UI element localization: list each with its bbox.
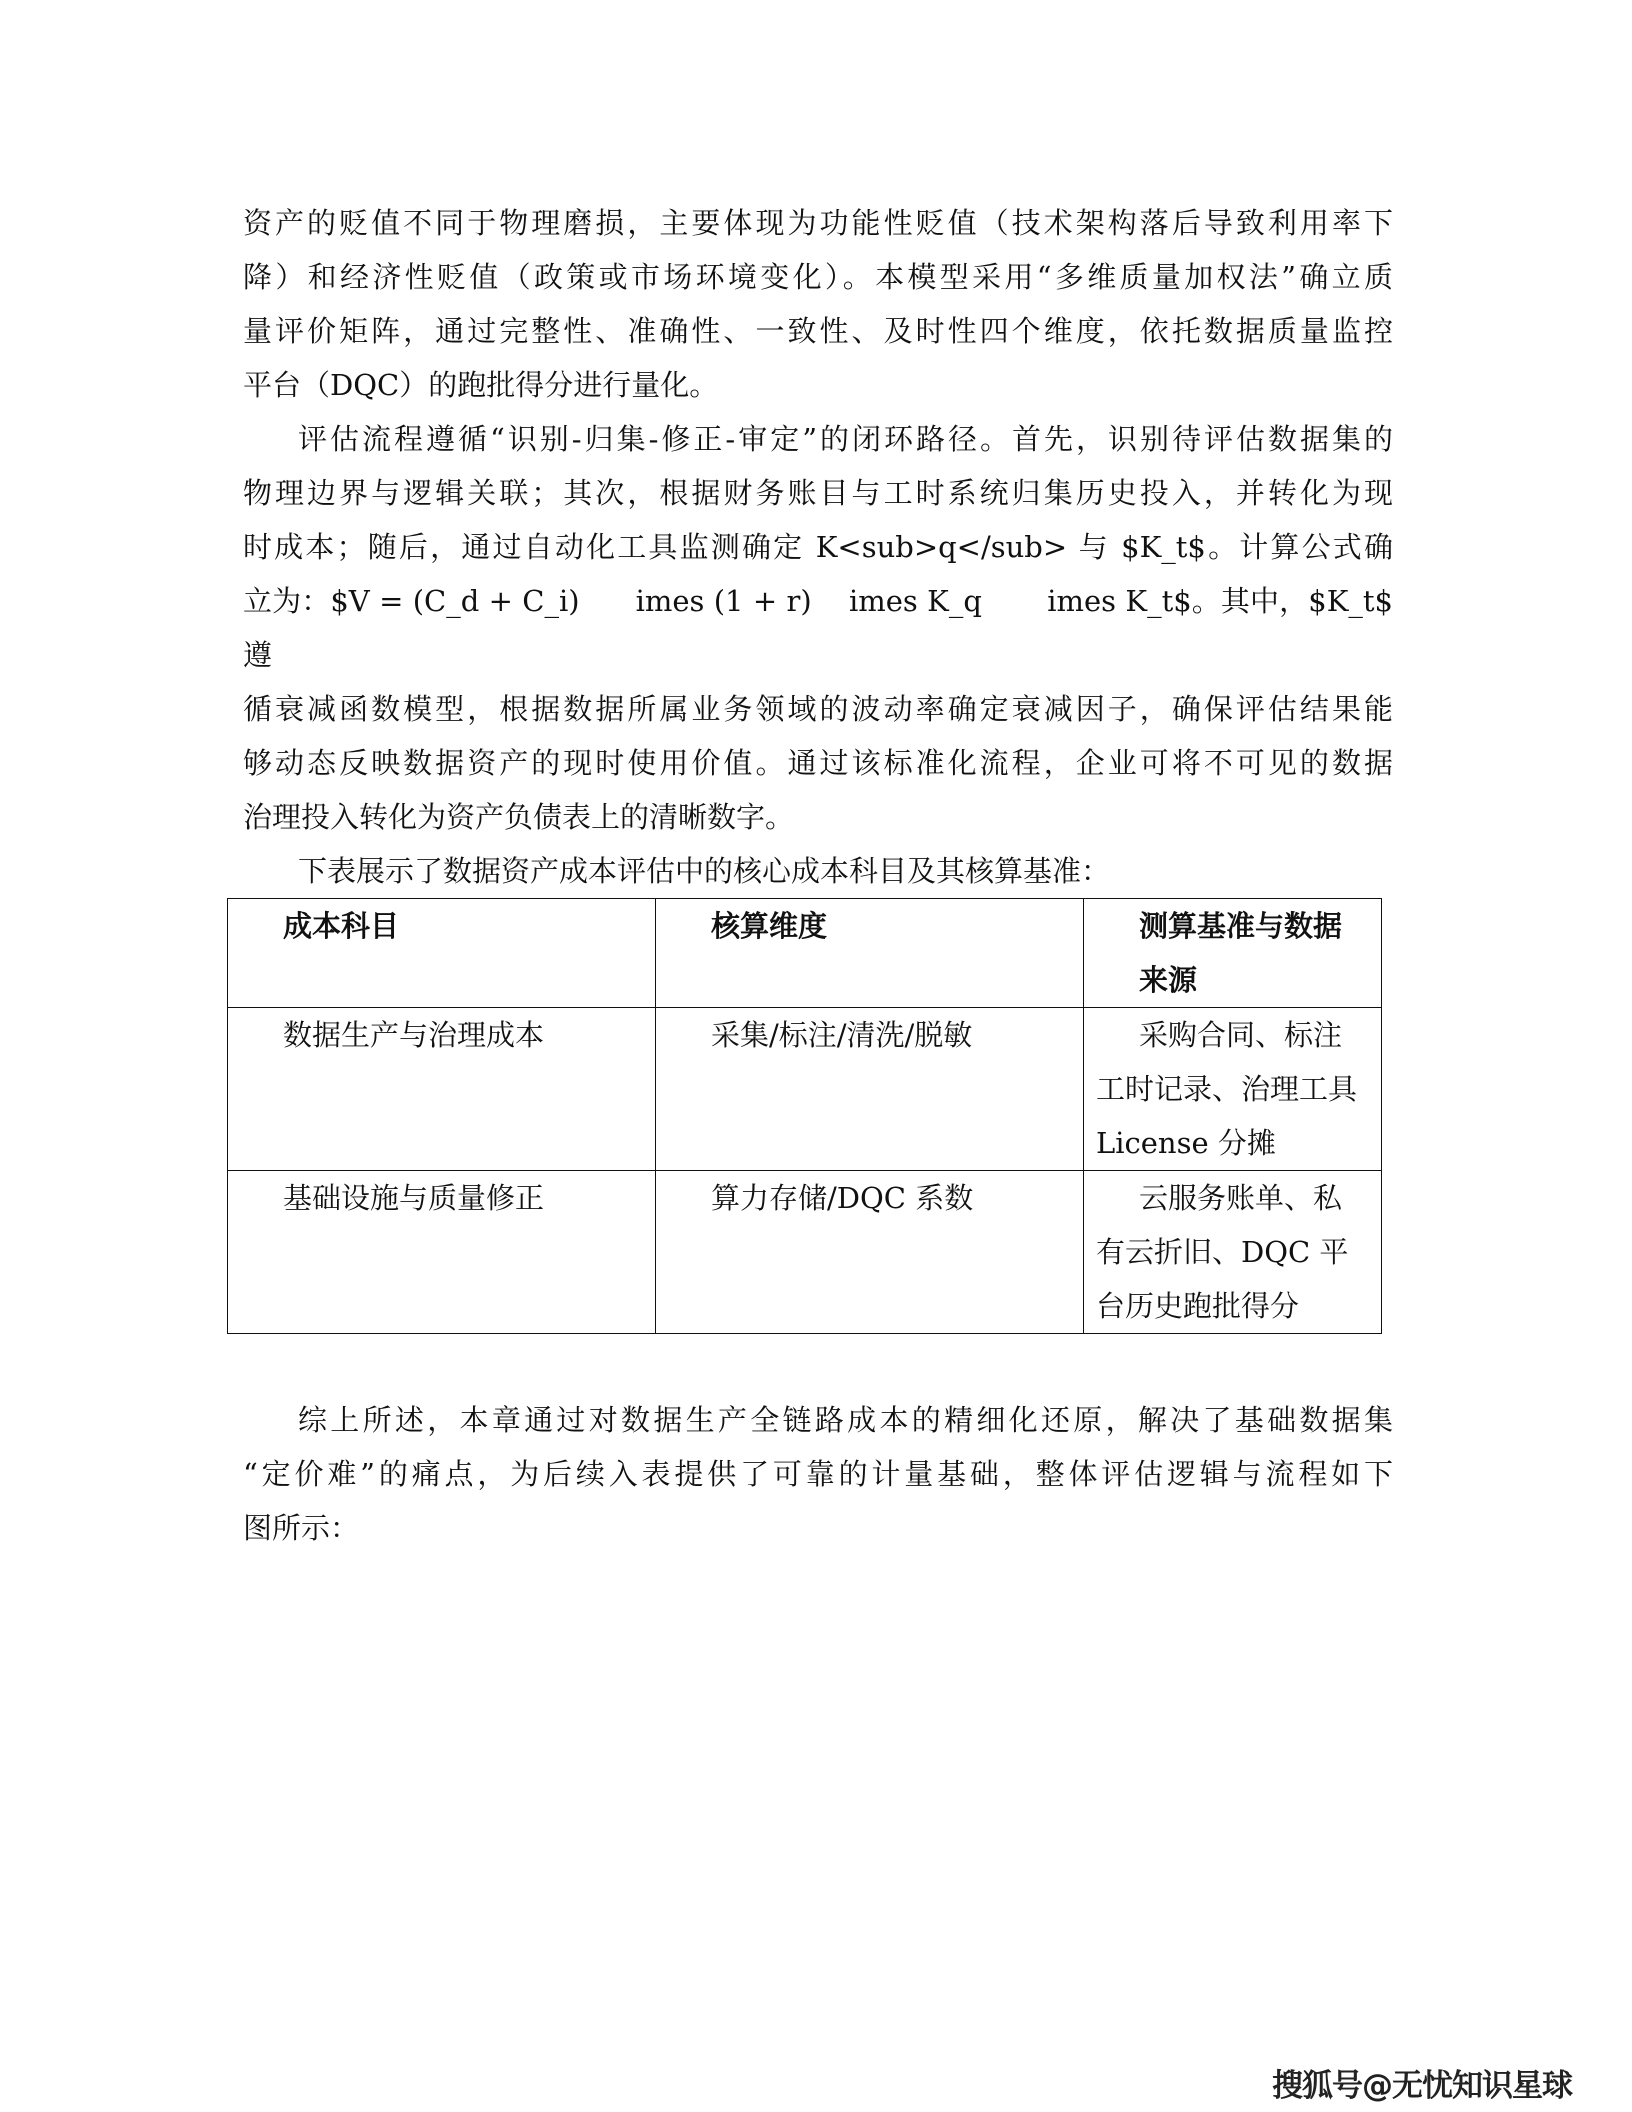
- table-cell: [1084, 1171, 1382, 1334]
- formula-line: 立为：$V = (C_d + C_i) imes (1 + r) imes K_q imes K_t$。其中，$K_t$ 遵: [243, 584, 1403, 672]
- header-cell: 测算基准与数据来源: [1084, 899, 1382, 1008]
- cell-text: 采购合同、标注工时记录、治理工具 License 分摊: [1096, 1018, 1358, 1160]
- cell-text: 算力存储/DQC 系数: [711, 1181, 974, 1215]
- paragraph-1: [243, 196, 1393, 412]
- paragraph-2: [243, 412, 1403, 844]
- cell-text: 数据生产与治理成本: [283, 1018, 545, 1052]
- table-header-row: [228, 899, 1382, 1008]
- text-line: 够动态反映数据资产的现时使用价值。通过该标准化流程，企业可将不可见的数据: [243, 746, 1393, 780]
- text-line: 评估流程遵循“识别-归集-修正-审定”的闭环路径。首先，识别待评估数据集的: [298, 422, 1393, 456]
- table-cell: [656, 1171, 1084, 1334]
- cell-text: 采集/标注/清洗/脱敏: [711, 1018, 973, 1052]
- text-line: 平台（DQC）的跑批得分进行量化。: [243, 368, 719, 402]
- table-cell: [228, 1171, 656, 1334]
- table-row: [228, 1171, 1382, 1334]
- text-line: 物理边界与逻辑关联；其次，根据财务账目与工时系统归集历史投入，并转化为现: [243, 476, 1393, 510]
- text-line: 降）和经济性贬值（政策或市场环境变化）。本模型采用“多维质量加权法”确立质: [243, 260, 1393, 294]
- cost-table: [227, 898, 1382, 1334]
- table-cell: [656, 1008, 1084, 1171]
- table-cell: [228, 1008, 656, 1171]
- table-intro: 下表展示了数据资产成本评估中的核心成本科目及其核算基准：: [298, 854, 1111, 888]
- text-line: 资产的贬值不同于物理磨损，主要体现为功能性贬值（技术架构落后导致利用率下: [243, 206, 1393, 240]
- table-row: [228, 1008, 1382, 1171]
- text-line: “定价难”的痛点，为后续入表提供了可靠的计量基础，整体评估逻辑与流程如下: [243, 1457, 1393, 1491]
- text-line: 量评价矩阵，通过完整性、准确性、一致性、及时性四个维度，依托数据质量监控: [243, 314, 1393, 348]
- table-cell: [1084, 1008, 1382, 1171]
- cell-text: 基础设施与质量修正: [283, 1181, 545, 1215]
- text-line: 综上所述，本章通过对数据生产全链路成本的精细化还原，解决了基础数据集: [298, 1403, 1393, 1437]
- cell-text: 云服务账单、私有云折旧、DQC 平台历史跑批得分: [1096, 1181, 1349, 1323]
- text-line: 时成本；随后，通过自动化工具监测确定 K<sub>q</sub> 与 $K_t$。计算公式确: [243, 530, 1393, 564]
- header-cell: 成本科目: [228, 899, 656, 1008]
- watermark: 搜狐号@无忧知识星球: [1272, 2068, 1572, 2104]
- text-line: 图所示：: [243, 1511, 360, 1545]
- header-cell: 核算维度: [656, 899, 1084, 1008]
- text-line: 治理投入转化为资产负债表上的清晰数字。: [243, 800, 795, 834]
- document-body: [243, 196, 1403, 1555]
- text-line: 循衰减函数模型，根据数据所属业务领域的波动率确定衰减因子，确保评估结果能: [243, 692, 1393, 726]
- paragraph-3: [243, 1393, 1393, 1555]
